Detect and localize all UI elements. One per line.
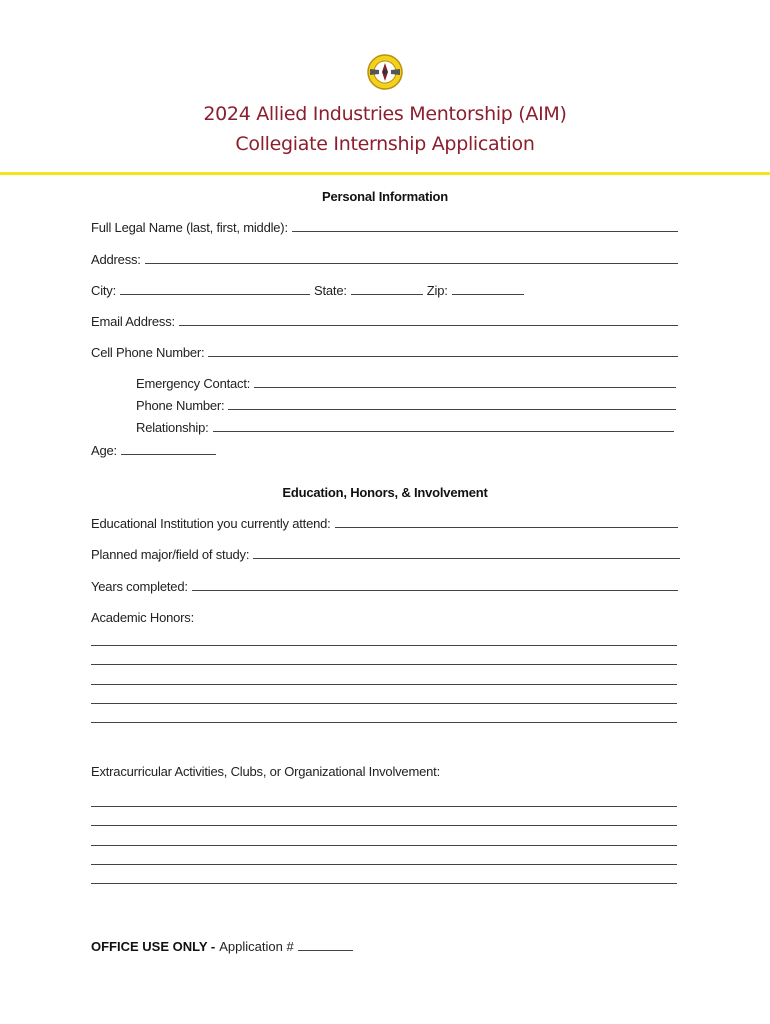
activities-line[interactable] (91, 883, 677, 884)
full-name-line[interactable] (292, 230, 678, 232)
institution-line[interactable] (335, 526, 678, 528)
address-label: Address: (91, 252, 141, 267)
city-line[interactable] (120, 293, 310, 295)
state-line[interactable] (351, 293, 423, 295)
honors-line[interactable] (91, 722, 677, 723)
relationship-field[interactable] (136, 420, 674, 435)
page-title: 2024 Allied Industries Mentorship (AIM) (203, 103, 567, 125)
years-completed-line[interactable] (192, 589, 678, 591)
age-label: Age: (91, 443, 117, 458)
emergency-contact-label: Emergency Contact: (136, 376, 251, 391)
emblem-icon (366, 52, 404, 92)
emergency-phone-label: Phone Number: (136, 398, 225, 413)
application-number-label: Application # (219, 939, 294, 954)
emergency-contact-field[interactable] (136, 376, 676, 391)
academic-honors-label: Academic Honors: (91, 610, 195, 625)
activities-line[interactable] (91, 825, 677, 826)
activities-line[interactable] (91, 806, 677, 807)
header-divider (0, 172, 770, 175)
honors-line[interactable] (91, 645, 677, 646)
major-line[interactable] (253, 557, 680, 559)
institution-field[interactable] (91, 516, 678, 531)
activities-line[interactable] (91, 845, 677, 846)
relationship-label: Relationship: (136, 420, 209, 435)
years-completed-label: Years completed: (91, 579, 188, 594)
office-use-label: OFFICE USE ONLY - (91, 939, 216, 954)
full-name-field[interactable] (91, 220, 678, 235)
emergency-contact-line[interactable] (254, 386, 676, 388)
years-completed-field[interactable] (91, 579, 678, 594)
city-label: City: (91, 283, 117, 298)
activities-line[interactable] (91, 864, 677, 865)
cell-phone-label: Cell Phone Number: (91, 345, 205, 360)
email-label: Email Address: (91, 314, 175, 329)
honors-line[interactable] (91, 664, 677, 665)
major-field[interactable] (91, 547, 680, 562)
email-field[interactable] (91, 314, 678, 329)
age-line[interactable] (121, 453, 216, 455)
activities-label: Extracurricular Activities, Clubs, or Organizational Involvement: (91, 764, 440, 779)
email-line[interactable] (179, 324, 678, 326)
education-heading: Education, Honors, & Involvement (282, 485, 488, 500)
zip-line[interactable] (452, 293, 524, 295)
age-field[interactable] (91, 443, 216, 458)
cell-phone-field[interactable] (91, 345, 678, 360)
emergency-phone-field[interactable] (136, 398, 676, 413)
cell-phone-line[interactable] (208, 355, 678, 357)
page-subtitle: Collegiate Internship Application (235, 133, 535, 155)
city-state-zip-row (91, 283, 536, 298)
personal-info-heading: Personal Information (321, 189, 449, 204)
honors-line[interactable] (91, 703, 677, 704)
emergency-phone-line[interactable] (228, 408, 676, 410)
full-name-label: Full Legal Name (last, first, middle): (91, 220, 288, 235)
state-label: State: (314, 283, 347, 298)
address-line[interactable] (145, 262, 678, 264)
major-label: Planned major/field of study: (91, 547, 250, 562)
address-field[interactable] (91, 252, 678, 267)
relationship-line[interactable] (213, 430, 674, 432)
zip-label: Zip: (426, 283, 448, 298)
institution-label: Educational Institution you currently attend: (91, 516, 331, 531)
honors-line[interactable] (91, 684, 677, 685)
office-use-row (91, 939, 353, 954)
application-number-line[interactable] (298, 949, 353, 951)
